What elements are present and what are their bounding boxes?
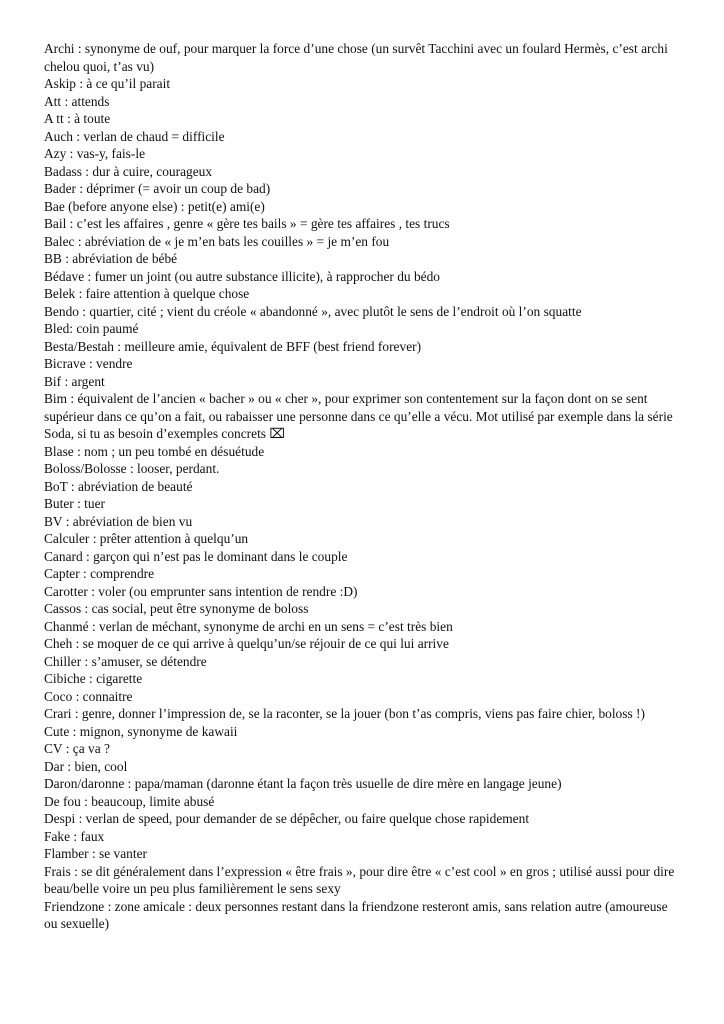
- glossary-entry-belek: Belek : faire attention à quelque chose: [44, 286, 250, 301]
- glossary-entry-besta: Besta/Bestah : meilleure amie, équivalent de BFF (best friend forever): [44, 338, 422, 354]
- glossary-entry-cassos: Cassos : cas social, peut être synonyme de boloss: [44, 601, 309, 616]
- glossary-entry-fake: Fake : faux: [44, 828, 105, 844]
- glossary-page: [44, 40, 680, 933]
- glossary-entry-bim: Bim : équivalent de l’ancien « bacher » ou « cher », pour exprimer son contentement sur la façon dont on se sent supérieur dans ce qu’on a fait, ou rabaisser une personne dans ce qu’elle a vécu. Mot utilisé par exemple dans la série Soda, si tu as besoin d’exemples concrets ⌧: [44, 391, 673, 441]
- glossary-entry-despi: Despi : verlan de speed, pour demander de se dépêcher, ou faire quelque chose rapidement: [44, 811, 530, 826]
- glossary-entry-de-fou: De fou : beaucoup, limite abusé: [44, 793, 215, 809]
- glossary-entry-bicrave: Bicrave : vendre: [44, 356, 133, 371]
- glossary-entry-badass: Badass : dur à cuire, courageux: [44, 163, 213, 179]
- glossary-entry-auch: Auch : verlan de chaud = difficile: [44, 128, 225, 144]
- glossary-entry-dar: Dar : bien, cool: [44, 758, 128, 774]
- glossary-entry-flamber: Flamber : se vanter: [44, 846, 147, 861]
- glossary-entry-canard: Canard : garçon qui n’est pas le dominant dans le couple: [44, 548, 348, 564]
- glossary-entry-bot: BoT : abréviation de beauté: [44, 478, 193, 494]
- glossary-entry-boloss: Boloss/Bolosse : looser, perdant.: [44, 461, 220, 476]
- glossary-entry-att: Att : attends: [44, 93, 110, 109]
- glossary-entry-cheh: Cheh : se moquer de ce qui arrive à quelqu’un/se réjouir de ce qui lui arrive: [44, 636, 449, 651]
- glossary-entry-cibiche: Cibiche : cigarette: [44, 671, 143, 686]
- glossary-entry-frais: Frais : se dit généralement dans l’expression « être frais », pour dire être « c’est cool » en gros ; utilisé aussi pour dire beau/belle voire un peu plus familièrement le sens sexy: [44, 863, 675, 896]
- glossary-entry-a-tt: A tt : à toute: [44, 111, 111, 126]
- glossary-entry-bae: Bae (before anyone else) : petit(e) ami(e): [44, 198, 265, 214]
- glossary-entry-chiller: Chiller : s’amuser, se détendre: [44, 653, 207, 669]
- glossary-entry-bader: Bader : déprimer (= avoir un coup de bad): [44, 181, 271, 196]
- glossary-entry-coco: Coco : connaitre: [44, 688, 133, 704]
- glossary-entry-archi: Archi : synonyme de ouf, pour marquer la force d’une chose (un survêt Tacchini avec un foulard Hermès, c’est archi chelou quoi, t’as vu): [44, 41, 668, 74]
- glossary-entry-buter: Buter : tuer: [44, 496, 105, 511]
- glossary-entry-bv: BV : abréviation de bien vu: [44, 513, 193, 529]
- glossary-entry-calculer: Calculer : prêter attention à quelqu’un: [44, 531, 249, 546]
- glossary-entry-capter: Capter : comprendre: [44, 566, 155, 581]
- glossary-entry-cute: Cute : mignon, synonyme de kawaii: [44, 723, 238, 739]
- glossary-entry-cv: CV : ça va ?: [44, 741, 110, 756]
- glossary-entry-daron: Daron/daronne : papa/maman (daronne étant la façon très usuelle de dire mère en langage jeune): [44, 776, 562, 791]
- glossary-entry-crari: Crari : genre, donner l’impression de, se la raconter, se la jouer (bon t’as compris, viens pas faire chier, boloss !): [44, 706, 645, 721]
- glossary-entry-chanme: Chanmé : verlan de méchant, synonyme de archi en un sens = c’est très bien: [44, 618, 453, 634]
- glossary-entry-bif: Bif : argent: [44, 373, 105, 389]
- glossary-entry-bb: BB : abréviation de bébé: [44, 251, 178, 266]
- glossary-entry-friendzone: Friendzone : zone amicale : deux personnes restant dans la friendzone resteront amis, sans relation autre (amoureuse ou sexuelle): [44, 898, 668, 931]
- glossary-entry-askip: Askip : à ce qu’il parait: [44, 76, 171, 91]
- glossary-entry-bendo: Bendo : quartier, cité ; vient du créole « abandonné », avec plutôt le sens de l’endroit où l’on squatte: [44, 303, 582, 319]
- glossary-entry-azy: Azy : vas-y, fais-le: [44, 146, 146, 161]
- glossary-entry-bled: Bled: coin paumé: [44, 321, 139, 336]
- glossary-entry-bail: Bail : c’est les affaires , genre « gère tes bails » = gère tes affaires , tes trucs: [44, 216, 450, 231]
- glossary-entry-blase: Blase : nom ; un peu tombé en désuétude: [44, 443, 265, 459]
- glossary-entry-bedave: Bédave : fumer un joint (ou autre substance illicite), à rapprocher du bédo: [44, 268, 440, 284]
- glossary-entry-balec: Balec : abréviation de « je m’en bats les couilles » = je m’en fou: [44, 233, 390, 249]
- glossary-entry-carotter: Carotter : voler (ou emprunter sans intention de rendre :D): [44, 583, 358, 599]
